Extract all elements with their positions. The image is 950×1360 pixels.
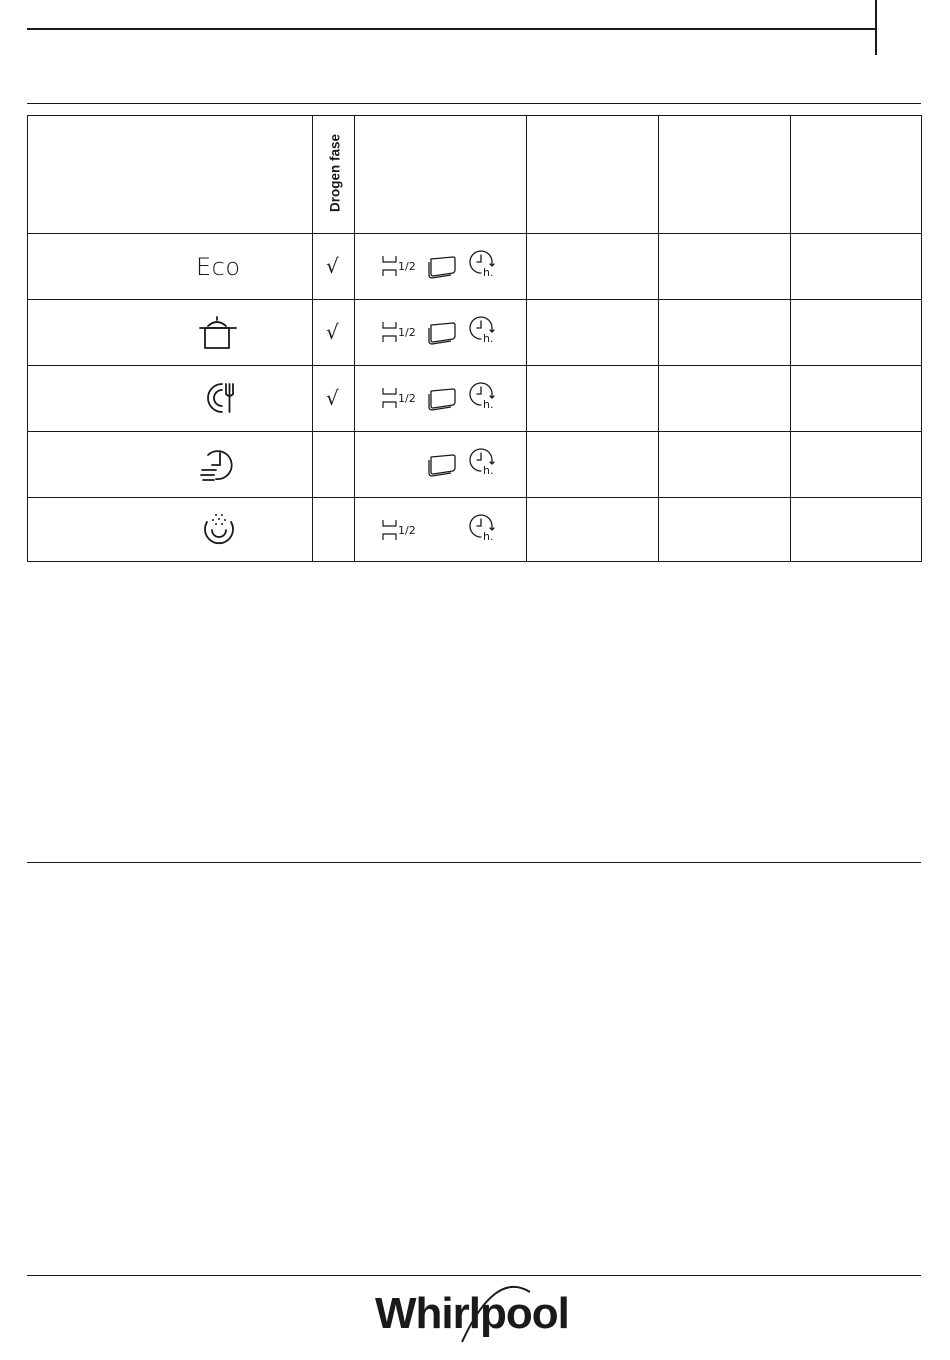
delay-start-icon-row-3 (468, 380, 500, 412)
half-load-text: 1/2 (398, 326, 416, 339)
prewash-icon (199, 510, 239, 548)
tablet-icon-row-3 (426, 387, 458, 411)
delay-text: h. (483, 464, 494, 477)
tablet-icon-row-1 (426, 255, 458, 279)
middle-rule (27, 862, 921, 863)
half-load-icon-row-5 (381, 518, 421, 547)
quick-wash-icon (198, 445, 240, 485)
plate-cutlery-icon (200, 380, 240, 416)
half-load-text: 1/2 (398, 392, 416, 405)
drying-phase-label: Drogen fase (327, 133, 343, 213)
half-load-text: 1/2 (398, 524, 416, 537)
half-load-icon-row-3 (381, 386, 421, 415)
pot-icon (197, 314, 239, 350)
section-rule (27, 103, 921, 104)
delay-start-icon-row-4 (468, 446, 500, 478)
tablet-icon-row-4 (426, 453, 458, 477)
drying-check-row-1: √ (326, 254, 339, 278)
drying-phase-header (318, 117, 352, 229)
svg-text:Whirlpool: Whirlpool (375, 1289, 569, 1338)
delay-text: h. (483, 266, 494, 279)
whirlpool-logo (370, 1280, 585, 1350)
half-load-text: 1/2 (398, 260, 416, 273)
delay-text: h. (483, 398, 494, 411)
footer-rule (27, 1275, 921, 1276)
eco-program-label: Eco (196, 253, 241, 281)
delay-start-icon-row-5 (468, 512, 500, 544)
half-load-icon-row-1 (381, 254, 421, 283)
corner-mark (875, 0, 877, 55)
tablet-icon-row-2 (426, 321, 458, 345)
half-load-icon-row-2 (381, 320, 421, 349)
delay-text: h. (483, 530, 494, 543)
delay-start-icon-row-1 (468, 248, 500, 280)
delay-start-icon-row-2 (468, 314, 500, 346)
drying-check-row-2: √ (326, 320, 339, 344)
delay-text: h. (483, 332, 494, 345)
top-rule (27, 28, 876, 30)
drying-check-row-3: √ (326, 386, 339, 410)
